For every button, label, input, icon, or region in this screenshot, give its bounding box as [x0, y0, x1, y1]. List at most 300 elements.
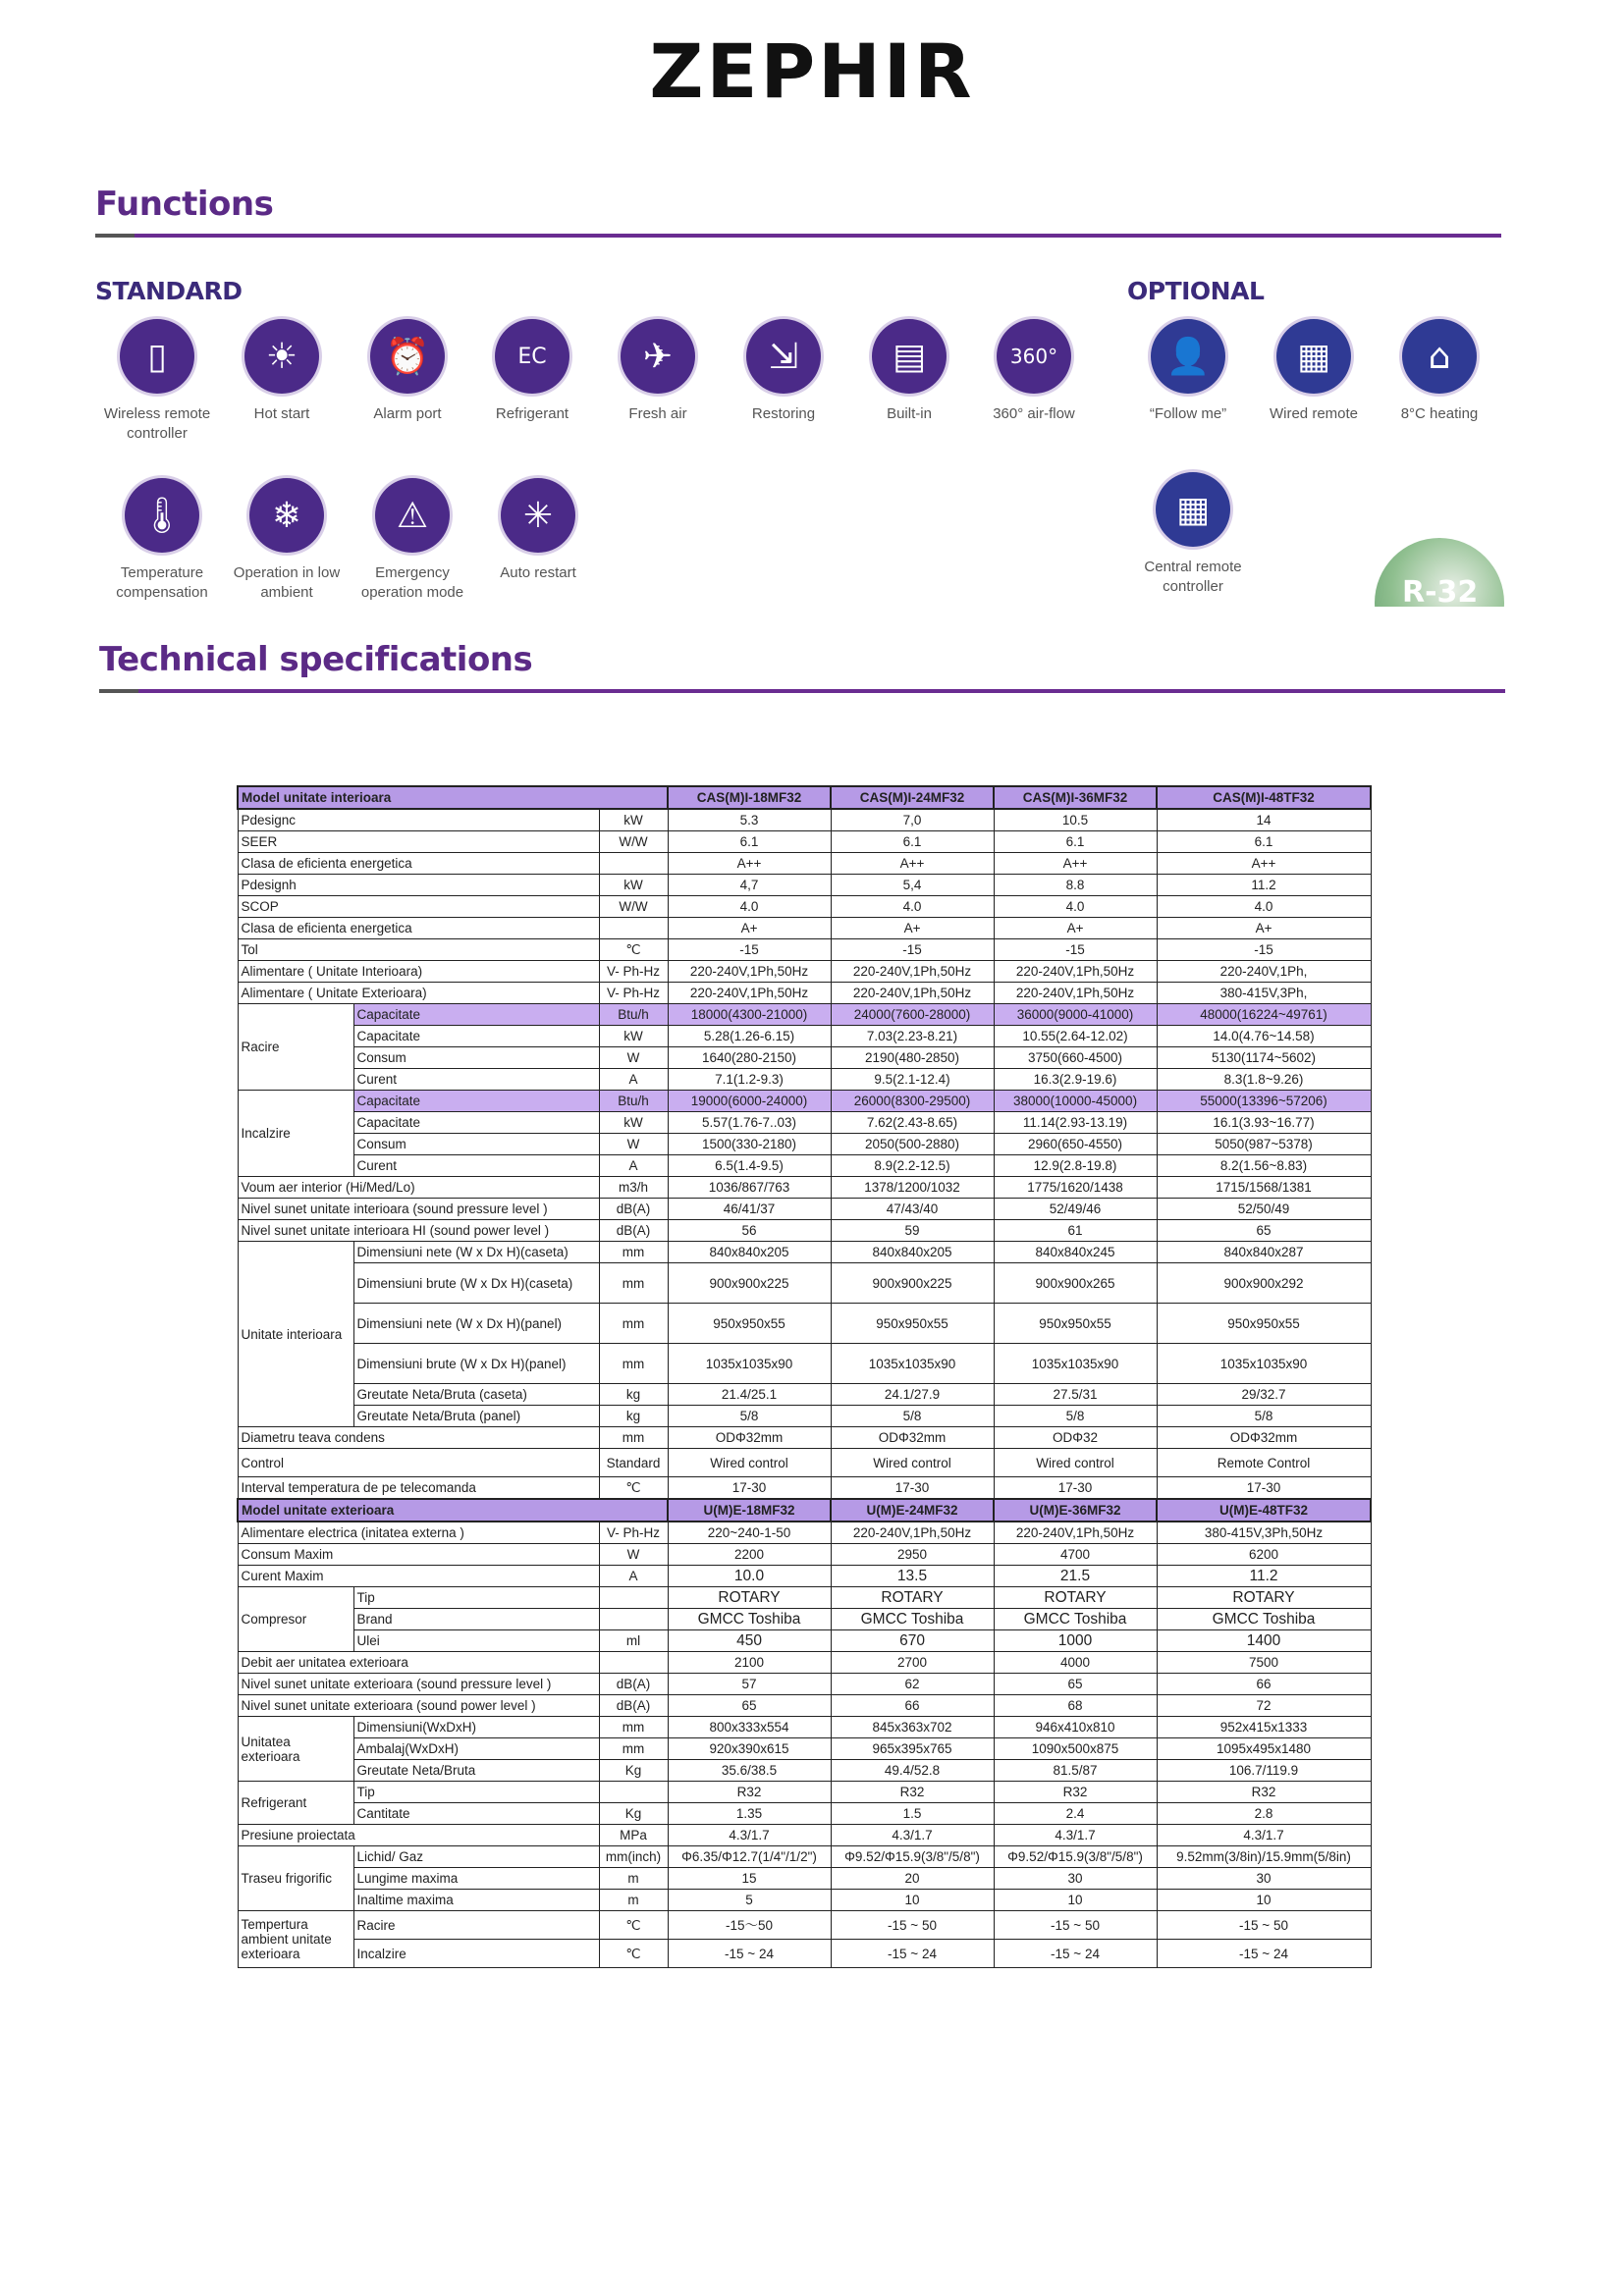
spec-label: Tol	[238, 939, 599, 961]
spec-value: 4.3/1.7	[1157, 1825, 1371, 1846]
spec-value: -15～50	[668, 1911, 831, 1940]
spec-unit: ml	[599, 1630, 668, 1652]
spec-value: 840x840x287	[1157, 1242, 1371, 1263]
spec-label: Consum Maxim	[238, 1544, 599, 1566]
spec-value: 10.0	[668, 1566, 831, 1587]
model-name: U(M)E-48TF32	[1157, 1499, 1371, 1522]
spec-label: Dimensiuni nete (W x Dx H)(panel)	[353, 1304, 599, 1344]
spec-label: Lichid/ Gaz	[353, 1846, 599, 1868]
spec-value: 1715/1568/1381	[1157, 1177, 1371, 1199]
spec-label: Consum	[353, 1134, 599, 1155]
spec-value: 380-415V,3Ph,50Hz	[1157, 1522, 1371, 1544]
table-row	[238, 1263, 1371, 1304]
spec-value: 38000(10000-45000)	[994, 1091, 1157, 1112]
spec-value: 61	[994, 1220, 1157, 1242]
spec-label: Curent Maxim	[238, 1566, 599, 1587]
spec-unit: V- Ph-Hz	[599, 983, 668, 1004]
spec-label: Nivel sunet unitate interioara HI (sound power level )	[238, 1220, 599, 1242]
function-label: Central remote controller	[1144, 559, 1242, 595]
spec-value: 900x900x292	[1157, 1263, 1371, 1304]
function-item	[474, 478, 602, 583]
spec-value: ROTARY	[994, 1587, 1157, 1609]
table-row	[238, 1566, 1371, 1587]
table-row	[238, 1477, 1371, 1500]
spec-value: 4000	[994, 1652, 1157, 1674]
spec-unit: W/W	[599, 896, 668, 918]
spec-value: 800x333x554	[668, 1717, 831, 1738]
spec-value: 15	[668, 1868, 831, 1890]
table-row	[238, 1242, 1371, 1263]
group-label: Incalzire	[238, 1091, 353, 1177]
heating-8c-icon: ⌂	[1402, 319, 1477, 394]
spec-value: 62	[831, 1674, 994, 1695]
spec-value: 4.0	[831, 896, 994, 918]
function-item	[1124, 319, 1252, 424]
optional-heading: OPTIONAL	[1127, 277, 1265, 305]
spec-unit: Kg	[599, 1803, 668, 1825]
spec-unit: mm	[599, 1344, 668, 1384]
spec-value: 106.7/119.9	[1157, 1760, 1371, 1782]
spec-value: 220-240V,1Ph,50Hz	[668, 961, 831, 983]
spec-value: 2100	[668, 1652, 831, 1674]
spec-unit: dB(A)	[599, 1674, 668, 1695]
spec-value: 2050(500-2880)	[831, 1134, 994, 1155]
table-row	[238, 1717, 1371, 1738]
spec-unit: mm	[599, 1427, 668, 1449]
spec-value: -15	[668, 939, 831, 961]
spec-value: A++	[831, 853, 994, 875]
spec-unit: mm	[599, 1242, 668, 1263]
spec-label: Nivel sunet unitate exterioara (sound pressure level )	[238, 1674, 599, 1695]
spec-value: 220-240V,1Ph,50Hz	[831, 961, 994, 983]
spec-value: 11.14(2.93-13.19)	[994, 1112, 1157, 1134]
function-label: Wireless remote controller	[103, 405, 211, 442]
spec-value: 1036/867/763	[668, 1177, 831, 1199]
spec-value: ODΦ32mm	[831, 1427, 994, 1449]
spec-value: 5.57(1.76-7..03)	[668, 1112, 831, 1134]
spec-value: 13.5	[831, 1566, 994, 1587]
spec-unit: ℃	[599, 1911, 668, 1940]
function-item	[223, 478, 351, 603]
table-row	[238, 1427, 1371, 1449]
spec-value: 900x900x225	[668, 1263, 831, 1304]
function-label: Auto restart	[500, 564, 576, 581]
r32-badge	[1375, 538, 1504, 607]
hot-start-icon: ☀	[244, 319, 319, 394]
alarm-icon: ⏰	[370, 319, 445, 394]
function-label: Refrigerant	[495, 405, 569, 422]
spec-value: -15	[831, 939, 994, 961]
spec-value: 66	[1157, 1674, 1371, 1695]
spec-value: 72	[1157, 1695, 1371, 1717]
thermometer-icon: 🌡	[125, 478, 199, 553]
function-label: Alarm port	[373, 405, 442, 422]
spec-value: A+	[1157, 918, 1371, 939]
spec-value: 52/49/46	[994, 1199, 1157, 1220]
group-label: Unitatea exterioara	[238, 1717, 353, 1782]
spec-value: 18000(4300-21000)	[668, 1004, 831, 1026]
spec-value: ROTARY	[1157, 1587, 1371, 1609]
spec-value: 220-240V,1Ph,50Hz	[994, 1522, 1157, 1544]
spec-table	[237, 785, 1372, 1968]
spec-label: Presiune proiectata	[238, 1825, 599, 1846]
spec-value: Wired control	[831, 1449, 994, 1477]
spec-value: GMCC Toshiba	[668, 1609, 831, 1630]
spec-value: 5130(1174~5602)	[1157, 1047, 1371, 1069]
spec-value: ODΦ32	[994, 1427, 1157, 1449]
function-item	[1250, 319, 1378, 424]
spec-label: Ambalaj(WxDxH)	[353, 1738, 599, 1760]
table-row	[238, 1047, 1371, 1069]
follow-me-icon: 👤	[1151, 319, 1225, 394]
spec-value: 30	[1157, 1868, 1371, 1890]
spec-value: 8.8	[994, 875, 1157, 896]
table-row	[238, 1004, 1371, 1026]
spec-value: 1378/1200/1032	[831, 1177, 994, 1199]
spec-unit: W	[599, 1047, 668, 1069]
spec-unit: mm	[599, 1717, 668, 1738]
spec-label: Tip	[353, 1587, 599, 1609]
spec-unit: ℃	[599, 1940, 668, 1968]
spec-value: 10	[994, 1890, 1157, 1911]
spec-value: 4.0	[1157, 896, 1371, 918]
spec-unit: kW	[599, 1026, 668, 1047]
restoring-icon: ⇲	[746, 319, 821, 394]
spec-value: -15 ~ 24	[668, 1940, 831, 1968]
spec-value: 21.4/25.1	[668, 1384, 831, 1406]
spec-unit: W/W	[599, 831, 668, 853]
spec-value: 220-240V,1Ph,50Hz	[994, 961, 1157, 983]
table-row	[238, 1091, 1371, 1112]
model-name: CAS(M)I-24MF32	[831, 786, 994, 809]
spec-value: 26000(8300-29500)	[831, 1091, 994, 1112]
table-row	[238, 961, 1371, 983]
table-row	[238, 1026, 1371, 1047]
spec-value: 4,7	[668, 875, 831, 896]
function-item	[468, 319, 596, 424]
spec-value: 5,4	[831, 875, 994, 896]
spec-value: 4700	[994, 1544, 1157, 1566]
spec-value: R32	[668, 1782, 831, 1803]
spec-value: A+	[994, 918, 1157, 939]
built-in-icon: ▤	[872, 319, 947, 394]
function-label: Operation in low ambient	[233, 564, 341, 601]
spec-label: Diametru teava condens	[238, 1427, 599, 1449]
spec-label: Greutate Neta/Bruta (caseta)	[353, 1384, 599, 1406]
spec-value: 900x900x265	[994, 1263, 1157, 1304]
spec-unit: Btu/h	[599, 1091, 668, 1112]
spec-unit: mm(inch)	[599, 1846, 668, 1868]
spec-unit: Kg	[599, 1760, 668, 1782]
table-row	[238, 1738, 1371, 1760]
table-row	[238, 1384, 1371, 1406]
model-name: CAS(M)I-18MF32	[668, 786, 831, 809]
table-row	[238, 1760, 1371, 1782]
spec-value: 840x840x205	[831, 1242, 994, 1263]
spec-value: 49.4/52.8	[831, 1760, 994, 1782]
spec-value: 2.4	[994, 1803, 1157, 1825]
spec-value: 21.5	[994, 1566, 1157, 1587]
spec-value: 6.1	[831, 831, 994, 853]
spec-value: R32	[994, 1782, 1157, 1803]
spec-label: Alimentare ( Unitate Exterioara)	[238, 983, 599, 1004]
table-row	[238, 1406, 1371, 1427]
spec-value: 2.8	[1157, 1803, 1371, 1825]
spec-label: Tip	[353, 1782, 599, 1803]
spec-value: R32	[1157, 1782, 1371, 1803]
table-row	[238, 1846, 1371, 1868]
spec-value: A++	[994, 853, 1157, 875]
table-row	[238, 786, 1371, 809]
spec-unit	[599, 918, 668, 939]
spec-value: 2190(480-2850)	[831, 1047, 994, 1069]
spec-value: 12.9(2.8-19.8)	[994, 1155, 1157, 1177]
spec-value: -15 ~ 50	[1157, 1911, 1371, 1940]
group-label: Compresor	[238, 1587, 353, 1652]
group-label: Unitate interioara	[238, 1242, 353, 1427]
model-name: U(M)E-18MF32	[668, 1499, 831, 1522]
spec-value: GMCC Toshiba	[831, 1609, 994, 1630]
function-label: Hot start	[253, 405, 310, 422]
spec-value: 1.35	[668, 1803, 831, 1825]
group-label: Racire	[238, 1004, 353, 1091]
spec-value: 14	[1157, 809, 1371, 831]
spec-unit: A	[599, 1566, 668, 1587]
spec-value: 17-30	[668, 1477, 831, 1500]
refrigerant-icon: EC	[495, 319, 569, 394]
spec-value: Φ9.52/Φ15.9(3/8"/5/8")	[994, 1846, 1157, 1868]
spec-value: 8.3(1.8~9.26)	[1157, 1069, 1371, 1091]
spec-value: -15 ~ 50	[994, 1911, 1157, 1940]
spec-value: 29/32.7	[1157, 1384, 1371, 1406]
spec-unit: A	[599, 1069, 668, 1091]
spec-label: Dimensiuni(WxDxH)	[353, 1717, 599, 1738]
spec-value: 17-30	[994, 1477, 1157, 1500]
spec-value: 8.2(1.56~8.83)	[1157, 1155, 1371, 1177]
spec-label: Debit aer unitatea exterioara	[238, 1652, 599, 1674]
spec-value: 220-240V,1Ph,	[1157, 961, 1371, 983]
model-name: U(M)E-24MF32	[831, 1499, 994, 1522]
spec-unit: kg	[599, 1384, 668, 1406]
spec-value: 845x363x702	[831, 1717, 994, 1738]
spec-value: 27.5/31	[994, 1384, 1157, 1406]
r32-text: R-32	[1402, 575, 1479, 607]
spec-label: Greutate Neta/Bruta (panel)	[353, 1406, 599, 1427]
function-label: Restoring	[751, 405, 816, 422]
low-ambient-icon: ❄	[249, 478, 324, 553]
spec-unit: mm	[599, 1304, 668, 1344]
spec-unit: m	[599, 1868, 668, 1890]
auto-restart-icon: ✳	[501, 478, 575, 553]
spec-label: Cantitate	[353, 1803, 599, 1825]
function-item	[218, 319, 346, 424]
spec-label: Curent	[353, 1155, 599, 1177]
spec-value: 5050(987~5378)	[1157, 1134, 1371, 1155]
spec-value: 5/8	[994, 1406, 1157, 1427]
spec-value: -15 ~ 50	[831, 1911, 994, 1940]
spec-value: 920x390x615	[668, 1738, 831, 1760]
spec-value: 1400	[1157, 1630, 1371, 1652]
spec-value: 30	[994, 1868, 1157, 1890]
table-row	[238, 809, 1371, 831]
tech-spec-heading: Technical specifications	[99, 640, 533, 679]
spec-unit: kW	[599, 1112, 668, 1134]
central-remote-icon: ▦	[1156, 472, 1230, 547]
function-label: 8°C heating	[1400, 405, 1479, 422]
table-row	[238, 831, 1371, 853]
function-label: Temperature compensation	[116, 564, 208, 601]
spec-value: 10	[1157, 1890, 1371, 1911]
spec-value: 840x840x245	[994, 1242, 1157, 1263]
spec-unit: Btu/h	[599, 1004, 668, 1026]
function-item	[93, 319, 221, 444]
spec-value: 20	[831, 1868, 994, 1890]
spec-value: 6200	[1157, 1544, 1371, 1566]
model-header-label: Model unitate interioara	[238, 786, 668, 809]
spec-value: A++	[1157, 853, 1371, 875]
remote-icon: ▯	[120, 319, 194, 394]
spec-value: 24000(7600-28000)	[831, 1004, 994, 1026]
spec-label: Dimensiuni brute (W x Dx H)(caseta)	[353, 1263, 599, 1304]
spec-value: 19000(6000-24000)	[668, 1091, 831, 1112]
model-name: CAS(M)I-36MF32	[994, 786, 1157, 809]
spec-value: -15	[1157, 939, 1371, 961]
spec-value: 7500	[1157, 1652, 1371, 1674]
spec-value: 65	[994, 1674, 1157, 1695]
spec-label: Inaltime maxima	[353, 1890, 599, 1911]
function-label: 360° air-flow	[993, 405, 1075, 422]
spec-value: Φ9.52/Φ15.9(3/8"/5/8")	[831, 1846, 994, 1868]
model-name: CAS(M)I-48TF32	[1157, 786, 1371, 809]
spec-label: Capacitate	[353, 1112, 599, 1134]
brand-logo: ZEPHIR	[649, 27, 975, 115]
spec-value: -15 ~ 24	[994, 1940, 1157, 1968]
spec-value: 65	[668, 1695, 831, 1717]
function-item	[98, 478, 226, 603]
spec-value: 4.0	[668, 896, 831, 918]
function-item	[720, 319, 847, 424]
spec-label: Lungime maxima	[353, 1868, 599, 1890]
tech-spec-rule	[99, 689, 1505, 693]
table-row	[238, 1803, 1371, 1825]
spec-value: 10	[831, 1890, 994, 1911]
spec-label: Clasa de eficienta energetica	[238, 918, 599, 939]
spec-label: SCOP	[238, 896, 599, 918]
functions-heading: Functions	[95, 185, 274, 224]
spec-value: 5.28(1.26-6.15)	[668, 1026, 831, 1047]
table-row	[238, 1155, 1371, 1177]
spec-value: 1035x1035x90	[668, 1344, 831, 1384]
table-row	[238, 1674, 1371, 1695]
spec-value: 7.03(2.23-8.21)	[831, 1026, 994, 1047]
spec-value: 56	[668, 1220, 831, 1242]
spec-label: Interval temperatura de pe telecomanda	[238, 1477, 599, 1500]
table-row	[238, 1177, 1371, 1199]
spec-value: 220-240V,1Ph,50Hz	[831, 983, 994, 1004]
spec-value: 1000	[994, 1630, 1157, 1652]
spec-unit: kW	[599, 875, 668, 896]
table-row	[238, 1499, 1371, 1522]
table-row	[238, 1587, 1371, 1609]
spec-value: 7.1(1.2-9.3)	[668, 1069, 831, 1091]
spec-label: Consum	[353, 1047, 599, 1069]
spec-value: 965x395x765	[831, 1738, 994, 1760]
spec-unit	[599, 1609, 668, 1630]
spec-value: 220-240V,1Ph,50Hz	[994, 983, 1157, 1004]
spec-label: Nivel sunet unitate exterioara (sound power level )	[238, 1695, 599, 1717]
spec-unit: kW	[599, 809, 668, 831]
spec-value: 52/50/49	[1157, 1199, 1371, 1220]
function-label: Built-in	[887, 405, 932, 422]
table-row	[238, 1825, 1371, 1846]
spec-label: Greutate Neta/Bruta	[353, 1760, 599, 1782]
spec-value: 8.9(2.2-12.5)	[831, 1155, 994, 1177]
spec-value: A+	[668, 918, 831, 939]
spec-value: 5/8	[668, 1406, 831, 1427]
spec-label: Capacitate	[353, 1026, 599, 1047]
spec-unit: mm	[599, 1738, 668, 1760]
spec-value: 6.1	[668, 831, 831, 853]
airflow-360-icon: 360°	[997, 319, 1071, 394]
spec-label: Pdesignc	[238, 809, 599, 831]
spec-value: 17-30	[1157, 1477, 1371, 1500]
spec-unit: MPa	[599, 1825, 668, 1846]
function-label: Emergency operation mode	[360, 564, 464, 601]
spec-unit: dB(A)	[599, 1220, 668, 1242]
spec-value: 65	[1157, 1220, 1371, 1242]
spec-label: Brand	[353, 1609, 599, 1630]
spec-value: 5/8	[1157, 1406, 1371, 1427]
table-row	[238, 1522, 1371, 1544]
spec-label: SEER	[238, 831, 599, 853]
spec-value: 6.1	[994, 831, 1157, 853]
function-label: “Follow me”	[1149, 405, 1227, 422]
table-row	[238, 1544, 1371, 1566]
spec-label: Control	[238, 1449, 599, 1477]
function-item	[594, 319, 722, 424]
spec-value: 24.1/27.9	[831, 1384, 994, 1406]
spec-unit: ℃	[599, 1477, 668, 1500]
spec-value: 1095x495x1480	[1157, 1738, 1371, 1760]
spec-unit: W	[599, 1134, 668, 1155]
table-row	[238, 1782, 1371, 1803]
spec-unit	[599, 1587, 668, 1609]
spec-unit: V- Ph-Hz	[599, 961, 668, 983]
spec-unit	[599, 1782, 668, 1803]
spec-unit: V- Ph-Hz	[599, 1522, 668, 1544]
table-row	[238, 1134, 1371, 1155]
function-item	[970, 319, 1098, 424]
spec-value: 4.3/1.7	[831, 1825, 994, 1846]
spec-value: Wired control	[994, 1449, 1157, 1477]
spec-value: 10.5	[994, 809, 1157, 831]
spec-unit: mm	[599, 1263, 668, 1304]
spec-label: Alimentare electrica (initatea externa )	[238, 1522, 599, 1544]
spec-value: 220-240V,1Ph,50Hz	[668, 983, 831, 1004]
spec-value: 14.0(4.76~14.58)	[1157, 1026, 1371, 1047]
table-row	[238, 853, 1371, 875]
spec-value: 840x840x205	[668, 1242, 831, 1263]
table-row	[238, 1911, 1371, 1940]
spec-value: 11.2	[1157, 1566, 1371, 1587]
table-row	[238, 1304, 1371, 1344]
fresh-air-icon: ✈	[621, 319, 695, 394]
spec-value: A++	[668, 853, 831, 875]
spec-value: 9.5(2.1-12.4)	[831, 1069, 994, 1091]
spec-unit: Standard	[599, 1449, 668, 1477]
spec-value: 36000(9000-41000)	[994, 1004, 1157, 1026]
spec-value: 57	[668, 1674, 831, 1695]
